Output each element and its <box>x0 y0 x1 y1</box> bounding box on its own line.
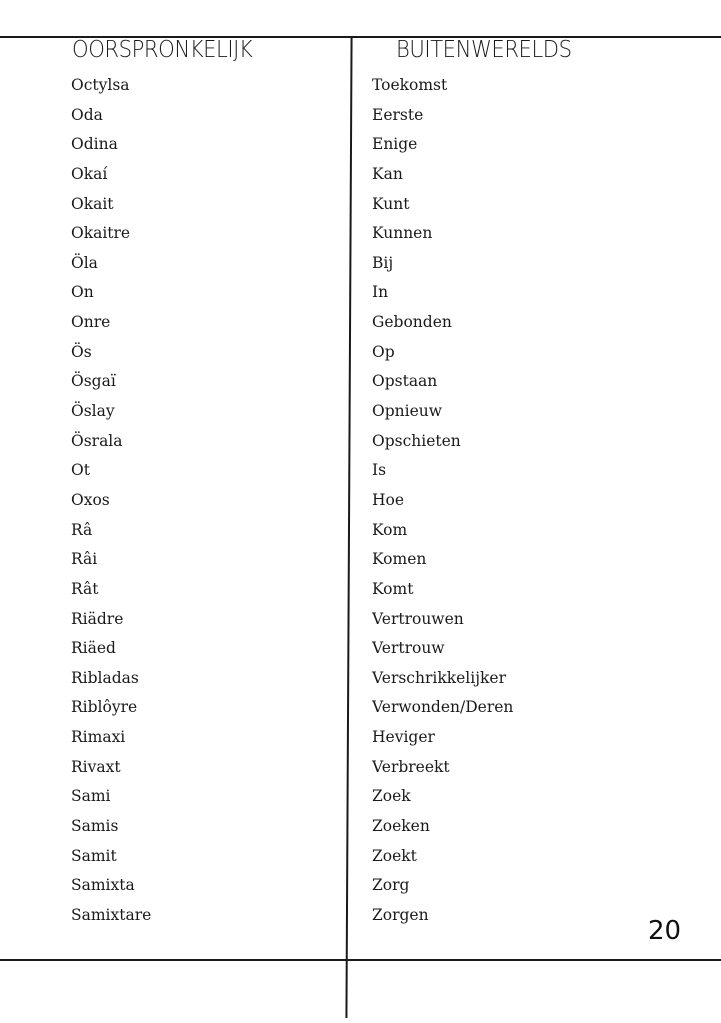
translation-word: Opstaan <box>372 372 438 391</box>
translation-word: Opnieuw <box>372 402 442 421</box>
original-word: Riäed <box>71 639 116 658</box>
translation-word: Gebonden <box>372 313 452 332</box>
original-word: On <box>71 283 94 302</box>
translation-word: Kom <box>372 520 408 539</box>
original-word: Okaí <box>71 164 108 183</box>
translation-word: Enige <box>372 135 418 154</box>
original-word: Samis <box>71 817 119 836</box>
original-word: Rât <box>71 579 99 598</box>
original-word: Râ <box>71 520 93 539</box>
translation-word: Bij <box>372 253 394 272</box>
translation-word: Kan <box>372 164 403 183</box>
original-word: Ösgaï <box>71 372 116 391</box>
translation-word: Verschrikkelijker <box>372 668 506 687</box>
translation-word-list <box>372 71 672 931</box>
translation-word: Verwonden/Deren <box>372 698 514 717</box>
translation-word: Vertrouwen <box>372 609 464 628</box>
original-word: Öslay <box>71 402 115 421</box>
original-word: Samixtare <box>71 905 152 924</box>
original-word: Sami <box>71 787 111 806</box>
original-word: Riblôyre <box>71 698 138 717</box>
translation-word: Vertrouw <box>372 639 445 658</box>
original-word: Onre <box>71 313 111 332</box>
translation-word: Komt <box>372 579 414 598</box>
original-word: Öla <box>71 253 98 272</box>
column-divider <box>345 37 352 1018</box>
translation-word: Kunt <box>372 194 410 213</box>
original-word: Okait <box>71 194 114 213</box>
original-word: Râi <box>71 550 98 569</box>
original-word-list <box>71 71 331 931</box>
translation-word: Eerste <box>372 105 424 124</box>
original-word: Oxos <box>71 490 110 509</box>
original-word: Okaitre <box>71 224 131 243</box>
translation-word: Verbreekt <box>372 757 450 776</box>
original-word: Ösrala <box>71 431 123 450</box>
translation-word: Op <box>372 342 395 361</box>
translation-word: Opschieten <box>372 431 461 450</box>
translation-word: Toekomst <box>372 76 448 94</box>
translation-word: Hoe <box>372 490 405 509</box>
original-word: Rivaxt <box>71 757 121 776</box>
translation-word: In <box>372 283 389 302</box>
translation-word: Zorgen <box>372 905 429 924</box>
original-word: Riädre <box>71 609 124 628</box>
original-word: Ot <box>71 461 90 480</box>
original-word: Odina <box>71 135 118 154</box>
header-translation: BUITENWERELDS <box>396 37 572 63</box>
translation-word: Komen <box>372 550 427 569</box>
header-original: OORSPRONKELIJK <box>72 37 253 63</box>
original-word: Rimaxi <box>71 728 126 747</box>
translation-word: Is <box>372 461 387 480</box>
translation-word: Zoeken <box>372 817 430 836</box>
original-word: Oda <box>71 105 103 124</box>
original-word: Octylsa <box>71 76 130 94</box>
original-word: Ös <box>71 342 92 361</box>
original-word: Ribladas <box>71 668 139 687</box>
translation-word: Kunnen <box>372 224 433 243</box>
page-number: 20 <box>648 916 682 946</box>
translation-word: Heviger <box>372 728 435 747</box>
original-word: Samit <box>71 846 117 865</box>
translation-word: Zorg <box>372 876 410 895</box>
bottom-rule <box>0 959 721 961</box>
original-word: Samixta <box>71 876 135 895</box>
translation-word: Zoek <box>372 787 411 806</box>
translation-word: Zoekt <box>372 846 417 865</box>
